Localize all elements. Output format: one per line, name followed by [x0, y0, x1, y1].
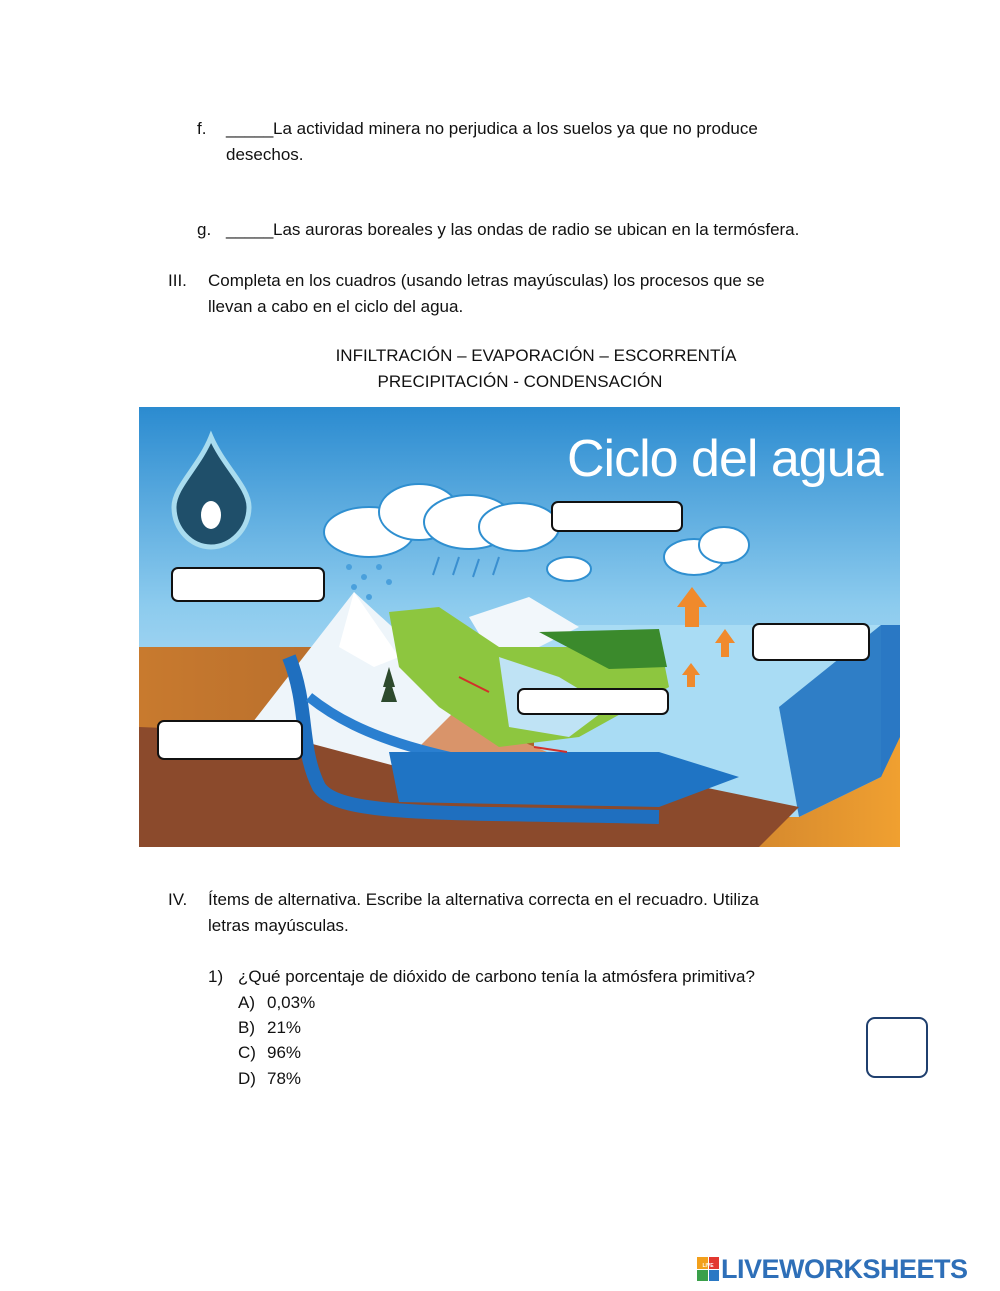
option-c-key: C): [238, 1043, 256, 1062]
section-4-instructions-cont: letras mayúsculas.: [208, 916, 349, 935]
logo-badge-text: LIVE: [702, 1263, 714, 1269]
question-1-text: ¿Qué porcentaje de dióxido de carbono tenía la atmósfera primitiva?: [238, 967, 755, 986]
option-a-value: 0,03%: [267, 993, 316, 1012]
word-bank-line-2: PRECIPITACIÓN - CONDENSACIÓN: [377, 372, 663, 391]
section-4-numeral: IV.: [168, 890, 188, 909]
option-d-value: 78%: [267, 1069, 302, 1088]
diagram-title: Ciclo del agua: [567, 430, 883, 488]
question-1-number: 1): [208, 967, 224, 986]
footer-brand: LIVEWORKSHEETS: [721, 1254, 968, 1284]
item-f-blank: _____: [226, 119, 274, 138]
item-g-text: Las auroras boreales y las ondas de radio se ubican en la termósfera.: [273, 220, 800, 239]
section-3-instructions: Completa en los cuadros (usando letras mayúsculas) los procesos que se: [208, 271, 765, 290]
item-f-text-cont: desechos.: [226, 145, 304, 164]
water-cycle-diagram: [139, 407, 900, 847]
answer-box-evaporation[interactable]: [752, 623, 870, 661]
item-g-blank: _____: [226, 220, 274, 239]
word-bank-line-1: INFILTRACIÓN – EVAPORACIÓN – ESCORRENTÍA: [335, 346, 737, 365]
answer-box-runoff[interactable]: [517, 688, 669, 715]
answer-box-question-1[interactable]: [866, 1017, 928, 1078]
option-a-key: A): [238, 993, 255, 1012]
section-3-numeral: III.: [168, 271, 187, 290]
option-d-key: D): [238, 1069, 256, 1088]
answer-box-precipitation[interactable]: [171, 567, 325, 602]
section-4-instructions: Ítems de alternativa. Escribe la alternativa correcta en el recuadro. Utiliza: [208, 890, 759, 909]
option-c-value: 96%: [267, 1043, 302, 1062]
item-f-text: La actividad minera no perjudica a los suelos ya que no produce: [273, 119, 758, 138]
item-f-letter: f.: [197, 119, 207, 138]
liveworksheets-logo: [697, 1253, 993, 1285]
logo-badge-icon: [697, 1257, 719, 1281]
answer-box-condensation[interactable]: [551, 501, 683, 532]
answer-box-infiltration[interactable]: [157, 720, 303, 760]
section-3-instructions-cont: llevan a cabo en el ciclo del agua.: [208, 297, 464, 316]
option-b-key: B): [238, 1018, 255, 1037]
item-g-letter: g.: [197, 220, 212, 239]
option-b-value: 21%: [267, 1018, 302, 1037]
